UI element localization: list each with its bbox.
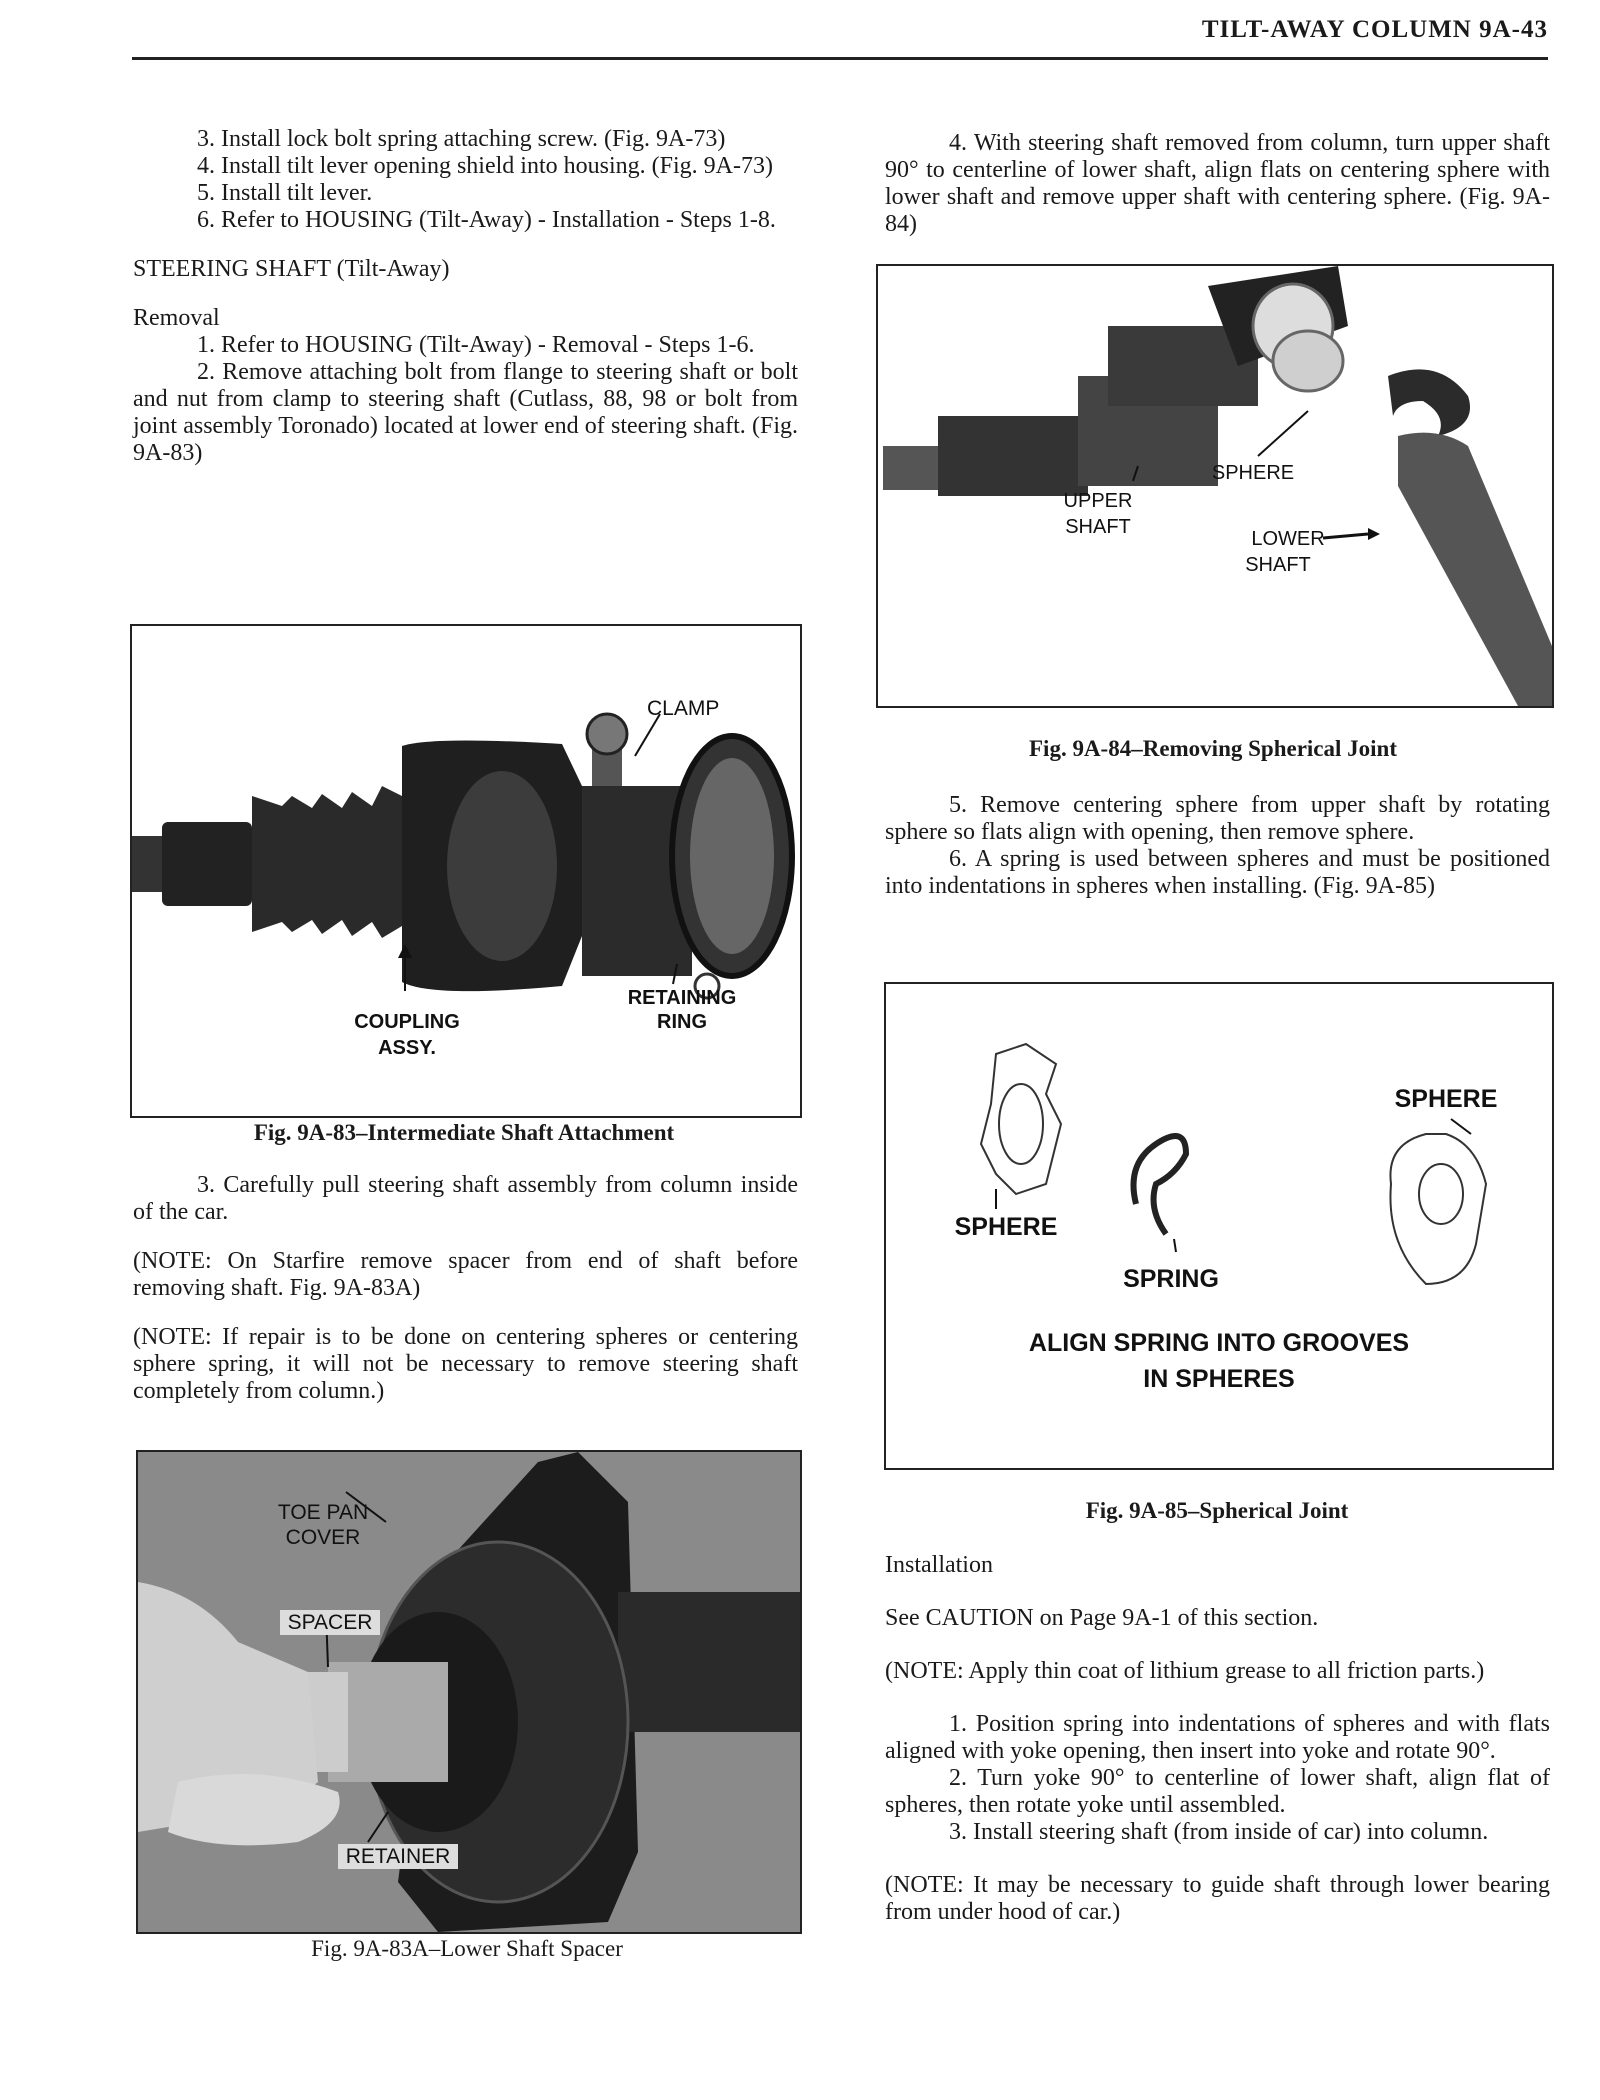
figure-caption: Fig. 9A-85–Spherical Joint [1085, 1498, 1349, 1523]
step-paragraph: 6. Refer to HOUSING (Tilt-Away) - Installation - Steps 1-8. [197, 207, 776, 233]
header-rule [132, 57, 1548, 60]
step-paragraph: 2. Turn yoke 90° to centerline of lower shaft, align flat of spheres, then rotate yoke until assembled. [885, 1765, 1550, 1818]
right-column-mid [885, 792, 1550, 900]
label-toe-pan-cover-2: COVER [285, 1526, 361, 1549]
label-spring: SPRING [1123, 1265, 1219, 1293]
note-paragraph: (NOTE: If repair is to be done on centering spheres or centering sphere spring, it will not be necessary to remove steering shaft completely from column.) [133, 1324, 798, 1404]
caution-paragraph: See CAUTION on Page 9A-1 of this section. [885, 1605, 1319, 1631]
label-retaining-ring-2: RING [657, 1011, 707, 1033]
figure-9a-84 [876, 264, 1554, 708]
label-sphere-left: SPHERE [954, 1213, 1058, 1241]
step-paragraph: 3. Carefully pull steering shaft assembly from column inside of the car. [133, 1172, 798, 1225]
label-spacer: SPACER [280, 1610, 380, 1635]
step-paragraph: 6. A spring is used between spheres and must be positioned into indentations in spheres when installing. (Fig. 9A-85) [885, 846, 1550, 899]
label-retaining-ring-1: RETAINING [627, 987, 737, 1009]
sub-heading: Removal [133, 305, 220, 331]
right-column-bottom [885, 1552, 1550, 1926]
step-paragraph: 4. Install tilt lever opening shield into housing. (Fig. 9A-73) [197, 153, 773, 179]
figure-caption: Fig. 9A-83–Intermediate Shaft Attachment [253, 1120, 675, 1145]
spherical-joint-illustration [878, 266, 1552, 706]
lower-shaft-spacer-photo [138, 1452, 800, 1932]
left-column-top [133, 126, 798, 467]
step-paragraph: 5. Remove centering sphere from upper shaft by rotating sphere so flats align with opening, then remove sphere. [885, 792, 1550, 845]
step-paragraph: 3. Install lock bolt spring attaching screw. (Fig. 9A-73) [197, 126, 726, 152]
step-paragraph: 5. Install tilt lever. [197, 180, 373, 206]
page-header-title: TILT-AWAY COLUMN 9A-43 [1201, 16, 1548, 43]
label-sphere: SPHERE [1211, 462, 1295, 484]
label-coupling-assy-2: ASSY. [378, 1037, 436, 1059]
right-column-top [885, 130, 1550, 238]
label-align-spring-2: IN SPHERES [1143, 1365, 1295, 1393]
sub-heading: Installation [885, 1552, 993, 1578]
label-lower-shaft-1: LOWER [1251, 528, 1325, 550]
label-upper-shaft-1: UPPER [1063, 490, 1133, 512]
label-retainer: RETAINER [338, 1844, 458, 1869]
figure-9a-83 [130, 624, 802, 1118]
label-lower-shaft-2: SHAFT [1245, 554, 1311, 576]
figure-caption: Fig. 9A-83A–Lower Shaft Spacer [311, 1936, 623, 1961]
step-paragraph: 1. Position spring into indentations of spheres and with flats aligned with yoke opening, then insert into yoke and rotate 90°. [885, 1711, 1550, 1764]
section-heading: STEERING SHAFT (Tilt-Away) [133, 256, 450, 282]
step-paragraph: 2. Remove attaching bolt from flange to steering shaft or bolt and nut from clamp to steering shaft (Cutlass, 88, 98 or bolt from joint assembly Toronado) located at lower end of steering shaft. (Fig. 9A-83) [133, 359, 798, 466]
label-sphere-right: SPHERE [1394, 1085, 1498, 1113]
label-coupling-assy-1: COUPLING [354, 1011, 460, 1033]
step-paragraph: 4. With steering shaft removed from column, turn upper shaft 90° to centerline of lower shaft, align flats on centering sphere with lower shaft and remove upper shaft with centering sphere. (Fig. 9A-84) [885, 130, 1550, 237]
figure-9a-85 [884, 982, 1554, 1470]
label-toe-pan-cover-1: TOE PAN [277, 1501, 369, 1524]
step-paragraph: 3. Install steering shaft (from inside of car) into column. [949, 1819, 1489, 1845]
label-clamp: CLAMP [647, 697, 720, 720]
step-paragraph: 1. Refer to HOUSING (Tilt-Away) - Removal - Steps 1-6. [197, 332, 755, 358]
label-upper-shaft-2: SHAFT [1065, 516, 1131, 538]
figure-caption: Fig. 9A-84–Removing Spherical Joint [1029, 736, 1397, 761]
label-align-spring-1: ALIGN SPRING INTO GROOVES [1028, 1329, 1410, 1357]
left-column-mid [133, 1172, 798, 1405]
note-paragraph: (NOTE: It may be necessary to guide shaft through lower bearing from under hood of car.) [885, 1872, 1550, 1925]
note-paragraph: (NOTE: Apply thin coat of lithium grease to all friction parts.) [885, 1658, 1485, 1684]
figure-9a-83a [136, 1450, 802, 1934]
note-paragraph: (NOTE: On Starfire remove spacer from end of shaft before removing shaft. Fig. 9A-83A) [133, 1248, 798, 1301]
